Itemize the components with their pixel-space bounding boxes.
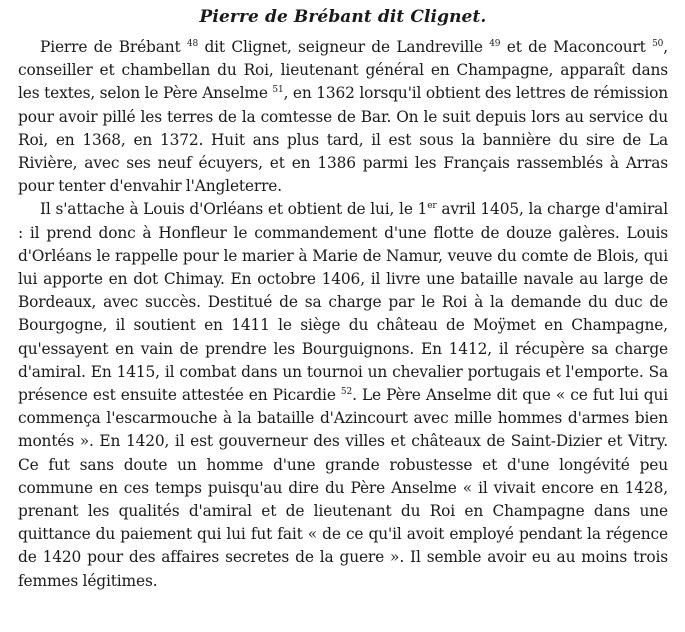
text-segment: , en 1362 lorsqu'il obtient des lettres de rémission pour avoir pillé les terres de la comtesse de Bar. On le suit depuis lors au service du Roi, en 1368, en 1372. Huit ans plus tard, il est sous la bannière du sire de La Rivière, avec ses neuf écuyers, et en 1386 parmi les Français rassemblés à Arras pour tenter d'envahir l'Angleterre. <box>18 84 668 196</box>
note-reference: 52 <box>340 387 353 398</box>
text-segment: avril 1405, la charge d'amiral : il prend donc à Honfleur le commandement d'une flotte de douze galères. Louis d'Orléans le rappelle pour le marier à Marie de Namur, veuve du comte de Blois, qui lui apporte en dot Chimay. En octobre 1406, il livre une bataille navale au large de Bordeaux, avec succès. Destitué de sa charge par le Roi à la demande du duc de Bourgogne, il soutient en 1411 le siège du château de Moÿmet en Champagne, qu'essayent en vain de prendre les Bourguignons. En 1412, il récupère sa charge d'amiral. En 1415, il combat dans un tournoi un chevalier portugais et l'emporte. Sa présence est ensuite attestée en Picardie <box>18 200 668 405</box>
paragraph <box>18 198 668 592</box>
note-reference: 48 <box>186 39 199 49</box>
document-page <box>18 6 668 593</box>
text-segment: . Le Père Anselme dit que « ce fut lui qui commença l'escarmouche à la bataille d'Azincourt avec mille hommes d'armes bien montés ». En 1420, il est gouverneur des villes et châteaux de Saint-Dizier et Vitry. Ce fut sans doute un homme d'une grande robustesse et d'une longévité peu commune en ces temps puisqu'au dire du Père Anselme « il vivait encore en 1428, prenant les qualités d'amiral et de lieutenant du Roi en Champagne dans une quittance du paiement qui lui fut fait « de ce qu'il avoit employé pendant la régence de 1420 pour des affaires secretes de la guere ». Il semble avoir eu au moins trois femmes légitimes. <box>18 386 668 590</box>
note-reference: er <box>427 201 437 212</box>
text-segment: et de Maconcourt <box>500 38 653 56</box>
body-text <box>18 36 668 593</box>
note-reference: 51 <box>272 85 284 96</box>
paragraph <box>18 36 668 198</box>
note-reference: 50 <box>652 39 664 49</box>
note-reference: 49 <box>489 39 501 49</box>
text-segment: , conseiller et chambellan du Roi, lieutenant général en Champagne, apparaît dans les textes, selon le Père Anselme <box>18 38 668 103</box>
text-segment: Il s'attache à Louis d'Orléans et obtient de lui, le 1 <box>40 200 428 219</box>
text-segment: dit Clignet, seigneur de Landreville <box>198 38 490 56</box>
text-segment: Pierre de Brébant <box>40 38 187 56</box>
section-title: Pierre de Brébant dit Clignet. <box>199 7 487 27</box>
